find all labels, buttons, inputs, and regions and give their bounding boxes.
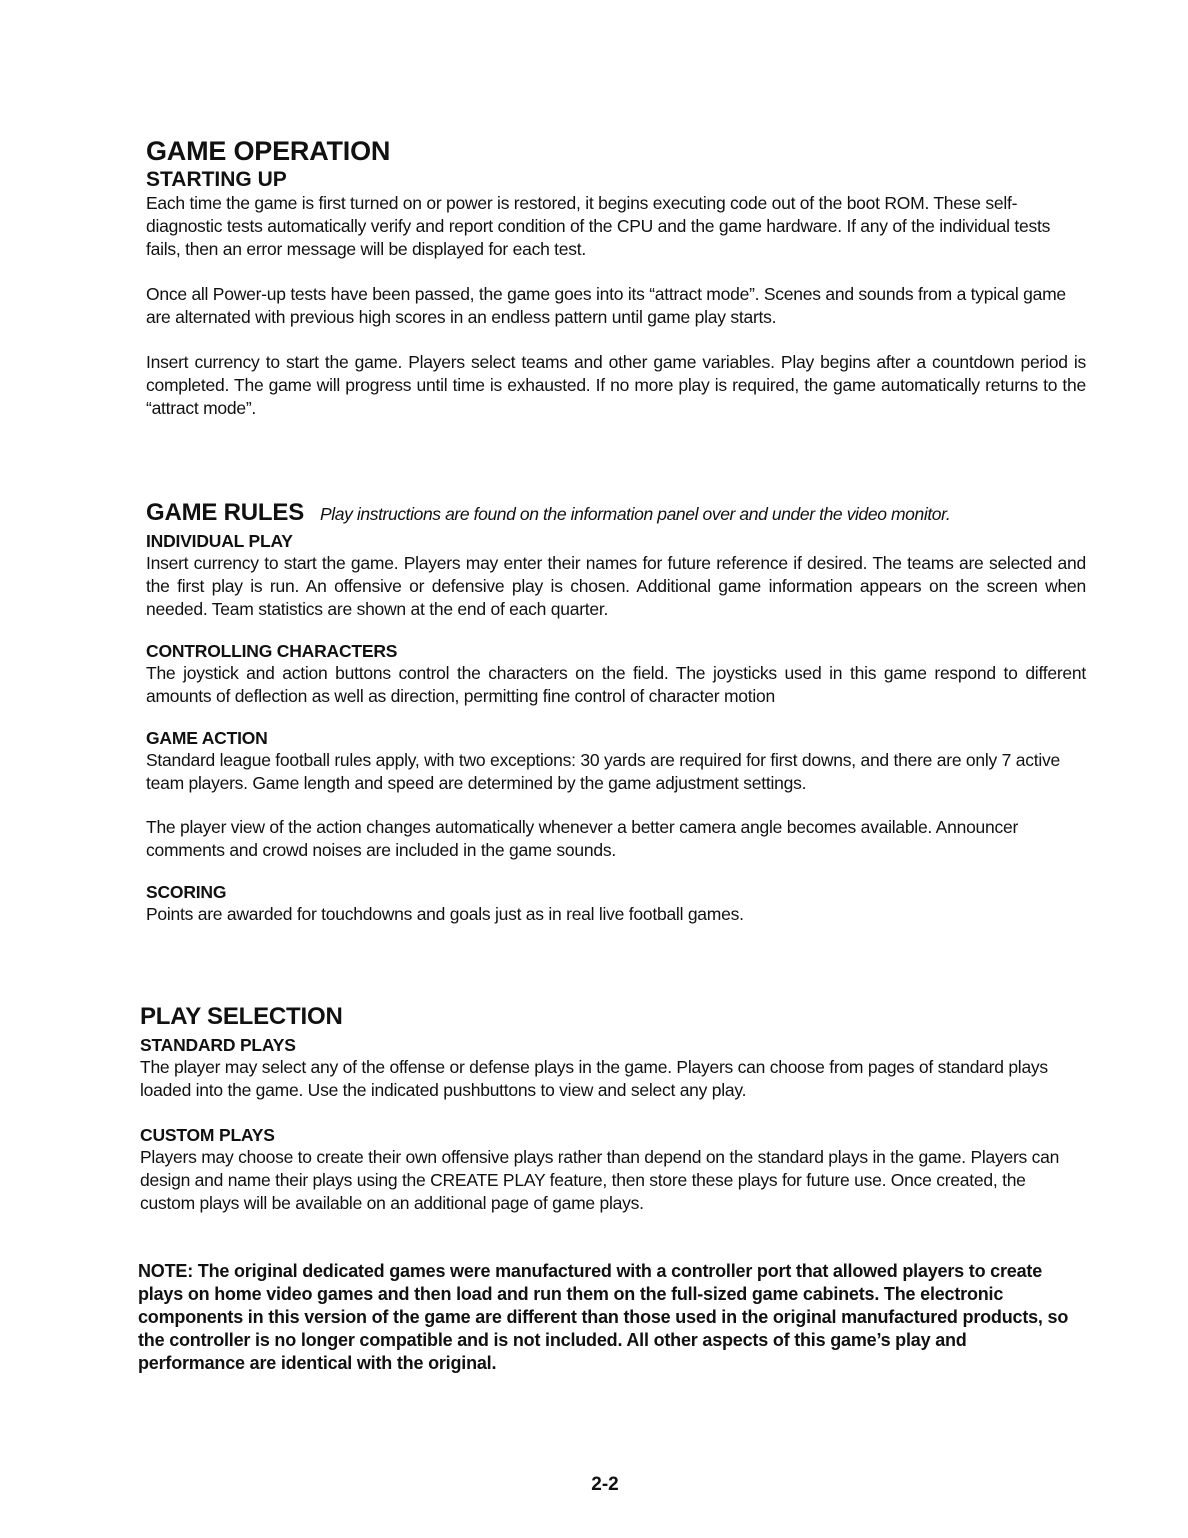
scoring-text: Points are awarded for touchdowns and goals just as in real live football games. (146, 904, 744, 924)
starting-up-heading: STARTING UP (146, 168, 287, 191)
game-rules-title: GAME RULES (146, 499, 305, 526)
custom-plays-heading: CUSTOM PLAYS (140, 1125, 275, 1145)
note-section (138, 1260, 1072, 1375)
game-action-paragraph-2: The player view of the action changes automatically whenever a better camera angle becomes available. Announcer comments and crowd noises are included in the game sounds. (146, 817, 1019, 860)
game-action-heading: GAME ACTION (146, 728, 268, 748)
custom-plays-text: Players may choose to create their own offensive plays rather than depend on the standard plays in the game. Players can design and name their plays using the CREATE PLAY feature, then store these plays for future use. Once created, the custom plays will be available on an additional page of game plays. (140, 1147, 1060, 1213)
play-selection-title: PLAY SELECTION (140, 1003, 343, 1030)
game-rules-header (146, 498, 1086, 528)
individual-play-heading: INDIVIDUAL PLAY (146, 531, 293, 551)
controlling-characters-text: The joystick and action buttons control the characters on the field. The joysticks used in this game respond to different amounts of deflection as well as direction, permitting fine control of character motion (146, 663, 1086, 706)
game-operation-section (146, 136, 1086, 420)
game-rules-section (146, 498, 1086, 926)
controlling-characters-heading: CONTROLLING CHARACTERS (146, 641, 398, 661)
starting-up-paragraph-3: Insert currency to start the game. Players select teams and other game variables. Play begins after a countdown period is completed. The game will progress until time is exhausted. If no more play is required, the game automatically returns to the “attract mode”. (146, 352, 1086, 418)
compatibility-note: NOTE: The original dedicated games were manufactured with a controller port that allowed players to create plays on home video games and then load and run them on the full-sized game cabinets. The electronic components in this version of the game are different than those used in the original manufactured products, so the controller is no longer compatible and is not included. All other aspects of this game’s play and performance are identical with the original. (138, 1261, 1069, 1373)
individual-play-text: Insert currency to start the game. Players may enter their names for future reference if desired. The teams are selected and the first play is run. An offensive or defensive play is chosen. Additional game information appears on the screen when needed. Team statistics are shown at the end of each quarter. (146, 553, 1086, 619)
game-action-paragraph-1: Standard league football rules apply, with two exceptions: 30 yards are required for first downs, and there are only 7 active team players. Game length and speed are determined by the game adjustment settings. (146, 750, 1060, 793)
game-rules-instructions: Play instructions are found on the information panel over and under the video monitor. (320, 504, 951, 524)
standard-plays-text: The player may select any of the offense or defense plays in the game. Players can choose from pages of standard plays loaded into the game. Use the indicated pushbuttons to view and select any play. (140, 1057, 1048, 1100)
play-selection-section (140, 1002, 1080, 1215)
starting-up-paragraph-2: Once all Power-up tests have been passed, the game goes into its “attract mode”. Scenes and sounds from a typical game are alternated with previous high scores in an endless pattern until game play starts. (146, 284, 1066, 327)
scoring-heading: SCORING (146, 882, 227, 902)
game-operation-title: GAME OPERATION (146, 136, 391, 166)
page-number: 2-2 (591, 1474, 619, 1495)
standard-plays-heading: STANDARD PLAYS (140, 1035, 296, 1055)
starting-up-paragraph-1: Each time the game is first turned on or power is restored, it begins executing code out of the boot ROM. These self-diagnostic tests automatically verify and report condition of the CPU and the game hardware. If any of the individual tests fails, then an error message will be displayed for each test. (146, 193, 1051, 259)
